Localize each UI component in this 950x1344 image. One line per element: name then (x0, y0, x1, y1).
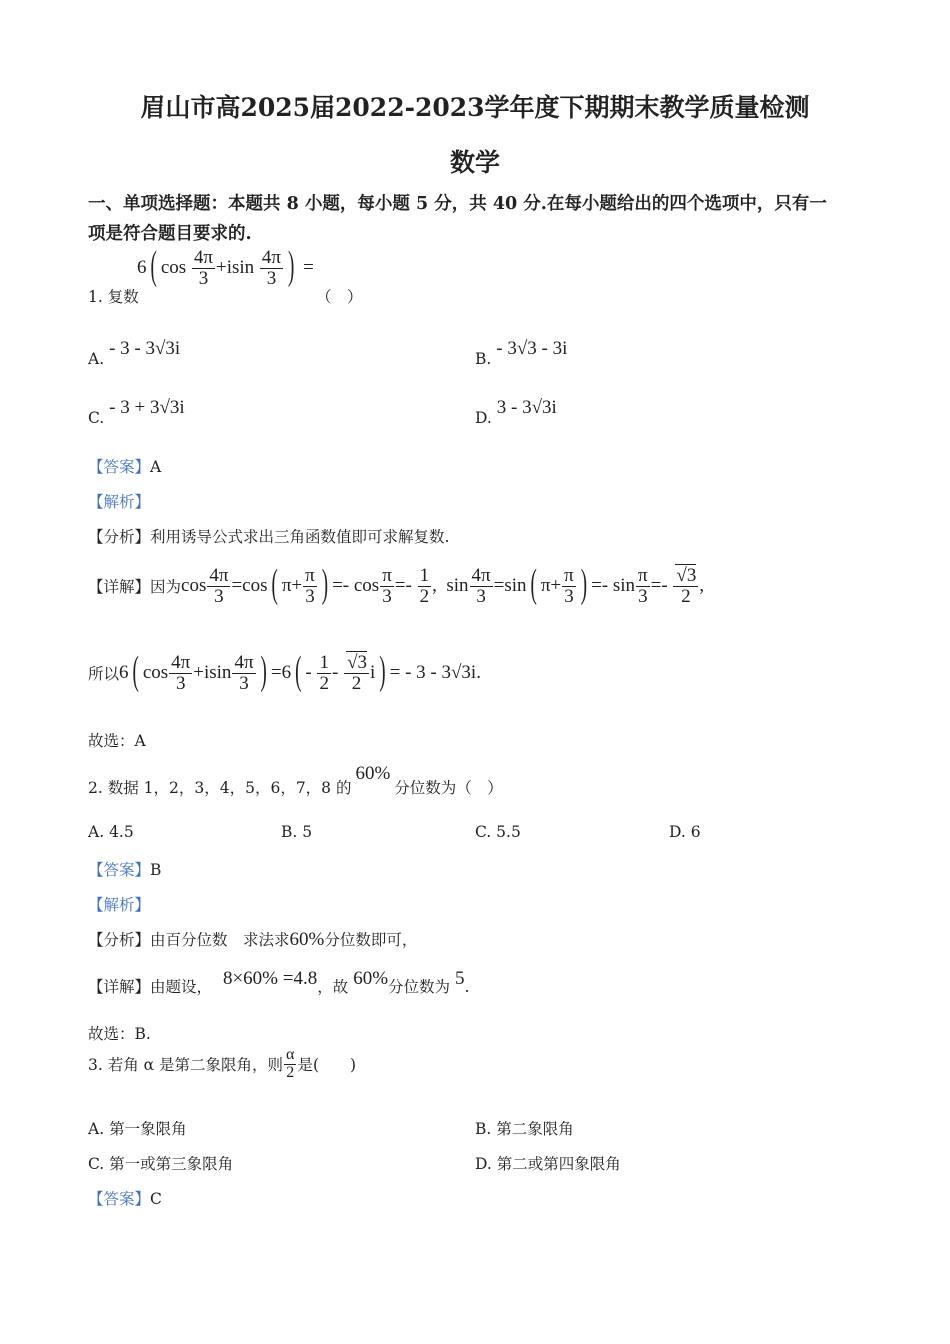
q1-option-b: B. - 3√3 - 3i (475, 338, 568, 368)
q1-fenxi: 【分析】利用诱导公式求出三角函数值即可求解复数. (88, 528, 450, 546)
q3-stem: 3. 若角 α 是第二象限角，则 $\frac{\alpha}{2}$ 是( ) (88, 1046, 357, 1081)
q1-detail-line2: 所以 6 ( cos $\frac{4\pi}{3}$ +isin $\frac{4\pi}{3}$ ) =6 ( - $\frac{1}{2}$ - $\frac{√3}{2}$ i ) = - 3 - 3√3i. (88, 650, 481, 695)
q1-answer: 【答案】A (88, 458, 162, 476)
q2-option-d: D. 6 (669, 823, 701, 841)
subject-title: 数学 (449, 148, 500, 177)
q2-option-b: B. 5 (281, 823, 313, 841)
section-heading-line2: 项是符合题目要求的. (88, 224, 252, 244)
q1-frac-1: $\frac{4\pi}{3}$ (193, 247, 213, 289)
q2-detail: 【详解】由题设， 8×60% =4.8，故 60%分位数为 5. (88, 968, 470, 996)
q1-blank: （ ） (316, 288, 363, 306)
q1-stem: 1. 复数 (88, 288, 139, 306)
q3-option-a: A. 第一象限角 (88, 1120, 187, 1138)
section-heading-line1: 一、单项选择题：本题共 8 小题，每小题 5 分，共 40 分.在每小题给出的四个选项中，只有一 (88, 194, 827, 214)
q1-option-a: A. - 3 - 3√3i (88, 338, 181, 368)
q1-option-d: D. 3 - 3√3i (475, 397, 557, 427)
q3-answer: 【答案】C (88, 1190, 162, 1208)
q3-frac: $\frac{\alpha}{2}$ (286, 1046, 295, 1081)
q2-conclusion: 故选：B. (88, 1025, 151, 1043)
q1-detail-line1: 【详解】 因为 cos $\frac{4\pi}{3}$ =cos ( π+ $\frac{\pi}{3}$ ) =- cos $\frac{\pi}{3}$ =- $\frac{1}{2}$ , sin $\frac{4\pi}{3}$ =sin ( π+ $\frac{\pi}{3}$ ) =- sin $\frac{\pi}{3}$ =- $\frac{√3}{2}$ , (88, 563, 705, 608)
q1-analysis-tag: 【解析】 (88, 493, 151, 511)
q2-fenxi: 【分析】由百分位数 求法求60%分位数即可， (88, 929, 418, 950)
q1-option-c: C. - 3 + 3√3i (88, 397, 185, 427)
q2-answer: 【答案】B (88, 861, 162, 879)
page-title: 眉山市高2025届2022-2023学年度下期期末教学质量检测 (140, 93, 810, 122)
q1-conclusion: 故选：A (88, 732, 146, 750)
q1-expression: 6 ( cos $\frac{4\pi}{3}$ +isin $\frac{4\pi}{3}$ ) = (137, 245, 314, 290)
q2-stem: 2. 数据 1，2，3，4，5，6，7，8 的60%分位数为（ ） (88, 763, 503, 797)
q3-option-c: C. 第一或第三象限角 (88, 1155, 234, 1173)
q2-analysis-tag: 【解析】 (88, 896, 151, 914)
q1-frac-2: $\frac{4\pi}{3}$ (261, 247, 282, 289)
q3-option-d: D. 第二或第四象限角 (475, 1155, 621, 1173)
q2-option-c: C. 5.5 (475, 823, 521, 841)
q2-option-a: A. 4.5 (88, 823, 134, 841)
q3-option-b: B. 第二象限角 (475, 1120, 574, 1138)
